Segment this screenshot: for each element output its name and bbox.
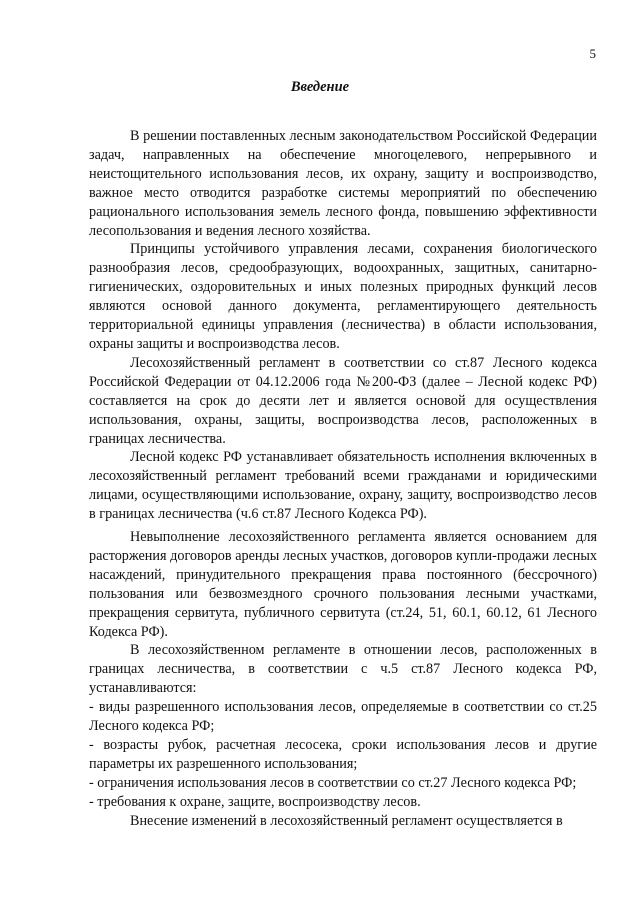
page-number: 5 (589, 46, 596, 61)
body-paragraph: Принципы устойчивого управления лесами, сохранения биологического разнообразия лесов, средообразующих, водоохранных, защитных, санитарно-гигиенических, оздоровительных и иных полезных природных функций лесов являются основой данного документа, регламентирующего деятельность территориальной единицы управления (лесничества) в области использования, охраны защиты и воспроизводства лесов. (89, 241, 597, 352)
body-paragraph: Невыполнение лесохозяйственного регламента является основанием для расторжения договоров аренды лесных участков, договоров купли-продажи лесных насаждений, принудительного прекращения права постоянного (бессрочного) пользования или безвозмездного срочного пользования лесными участками, прекращения сервитута, публичного сервитута (ст.24, 51, 60.1, 60.12, 61 Лесного Кодекса РФ). (89, 529, 597, 640)
list-item: - требования к охране, защите, воспроизводству лесов. (89, 793, 421, 810)
body-paragraph: В лесохозяйственном регламенте в отношении лесов, расположенных в границах лесничества, в соответствии с ч.5 ст.87 Лесного кодекса РФ, устанавливаются: (89, 642, 597, 697)
body-paragraph: Внесение изменений в лесохозяйственный регламент осуществляется в (130, 812, 563, 829)
body-paragraph: В решении поставленных лесным законодательством Российской Федерации задач, направленных на обеспечение многоцелевого, непрерывного и неистощительного использования лесов, их охрану, защиту и воспроизводство, важное место отводится разработке системы мероприятий по обеспечению рационального использования земель лесного фонда, повышению эффективности лесопользования и ведения лесного хозяйства. (89, 128, 597, 239)
section-heading: Введение (290, 79, 350, 95)
body-paragraph: Лесохозяйственный регламент в соответствии со ст.87 Лесного кодекса Российской Федерации от 04.12.2006 года №200-ФЗ (далее – Лесной кодекс РФ) составляется на срок до десяти лет и является основой для осуществления использования, охраны, защиты, воспроизводства лесов, расположенных в границах лесничества. (89, 354, 597, 447)
list-item: - виды разрешенного использования лесов, определяемые в соответствии со ст.25 Лесного кодекса РФ; (89, 699, 597, 735)
list-item: - возрасты рубок, расчетная лесосека, сроки использования лесов и другие параметры их разрешенного использования; (89, 737, 597, 772)
document-body (89, 127, 597, 831)
body-paragraph: Лесной кодекс РФ устанавливает обязательность исполнения включенных в лесохозяйственный регламент требований всеми гражданами и юридическими лицами, осуществляющими использование, охрану, защиту, воспроизводство лесов в границах лесничества (ч.6 ст.87 Лесного Кодекса РФ). (89, 449, 597, 523)
list-item: - ограничения использования лесов в соответствии со ст.27 Лесного кодекса РФ; (89, 774, 577, 791)
